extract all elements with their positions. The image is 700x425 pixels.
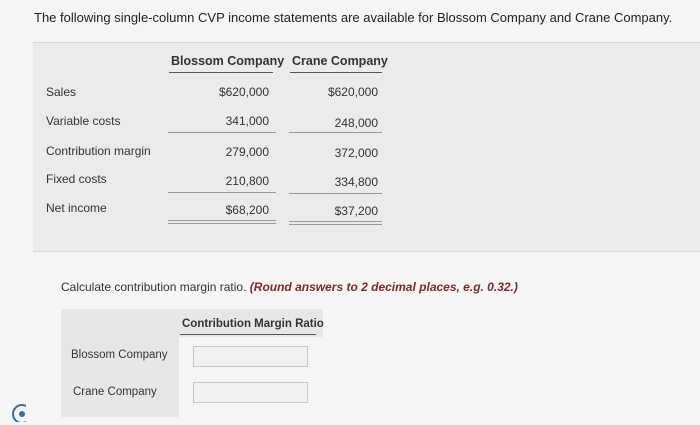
subtotal-rule	[289, 132, 382, 133]
blossom-cm-ratio-input[interactable]	[193, 346, 308, 367]
blossom-contribution-margin: 279,000	[225, 145, 269, 159]
answer-column-header: Contribution Margin Ratio	[182, 318, 324, 330]
question-hint: (Round answers to 2 decimal places, e.g. 0.32.)	[249, 280, 518, 294]
row-label-net-income: Net income	[46, 201, 107, 215]
question-prompt	[61, 280, 518, 294]
partial-icon	[8, 400, 26, 422]
blossom-variable-costs: 341,000	[225, 114, 269, 128]
intro-text: The following single-column CVP income statements are available for Blossom Company and Crane Company.	[34, 10, 673, 25]
column-header-underline	[290, 72, 382, 73]
blossom-fixed-costs: 210,800	[225, 174, 269, 188]
total-double-rule	[289, 221, 382, 225]
column-header-crane: Crane Company	[292, 54, 388, 68]
answer-label-blossom: Blossom Company	[71, 349, 168, 361]
blossom-sales: $620,000	[218, 85, 269, 99]
column-header-underline	[169, 72, 273, 73]
total-double-rule	[168, 220, 276, 224]
crane-cm-ratio-input[interactable]	[193, 382, 308, 403]
row-label-variable-costs: Variable costs	[46, 114, 121, 128]
question-text: Calculate contribution margin ratio.	[61, 280, 247, 294]
crane-contribution-margin: 372,000	[334, 146, 378, 160]
subtotal-rule	[168, 132, 276, 133]
subtotal-rule	[168, 192, 276, 193]
row-label-contribution-margin: Contribution margin	[46, 144, 151, 158]
row-label-sales: Sales	[46, 85, 77, 99]
crane-net-income: $37,200	[334, 204, 378, 218]
crane-variable-costs: 248,000	[334, 116, 378, 130]
crane-fixed-costs: 334,800	[334, 175, 378, 189]
cvp-statement-table	[33, 42, 700, 252]
row-label-fixed-costs: Fixed costs	[46, 172, 107, 186]
column-header-blossom: Blossom Company	[171, 54, 285, 68]
crane-sales: $620,000	[327, 85, 378, 99]
blossom-net-income: $68,200	[225, 203, 269, 217]
answer-label-crane: Crane Company	[73, 386, 157, 398]
subtotal-rule	[289, 193, 382, 194]
answer-header-underline	[180, 334, 316, 335]
